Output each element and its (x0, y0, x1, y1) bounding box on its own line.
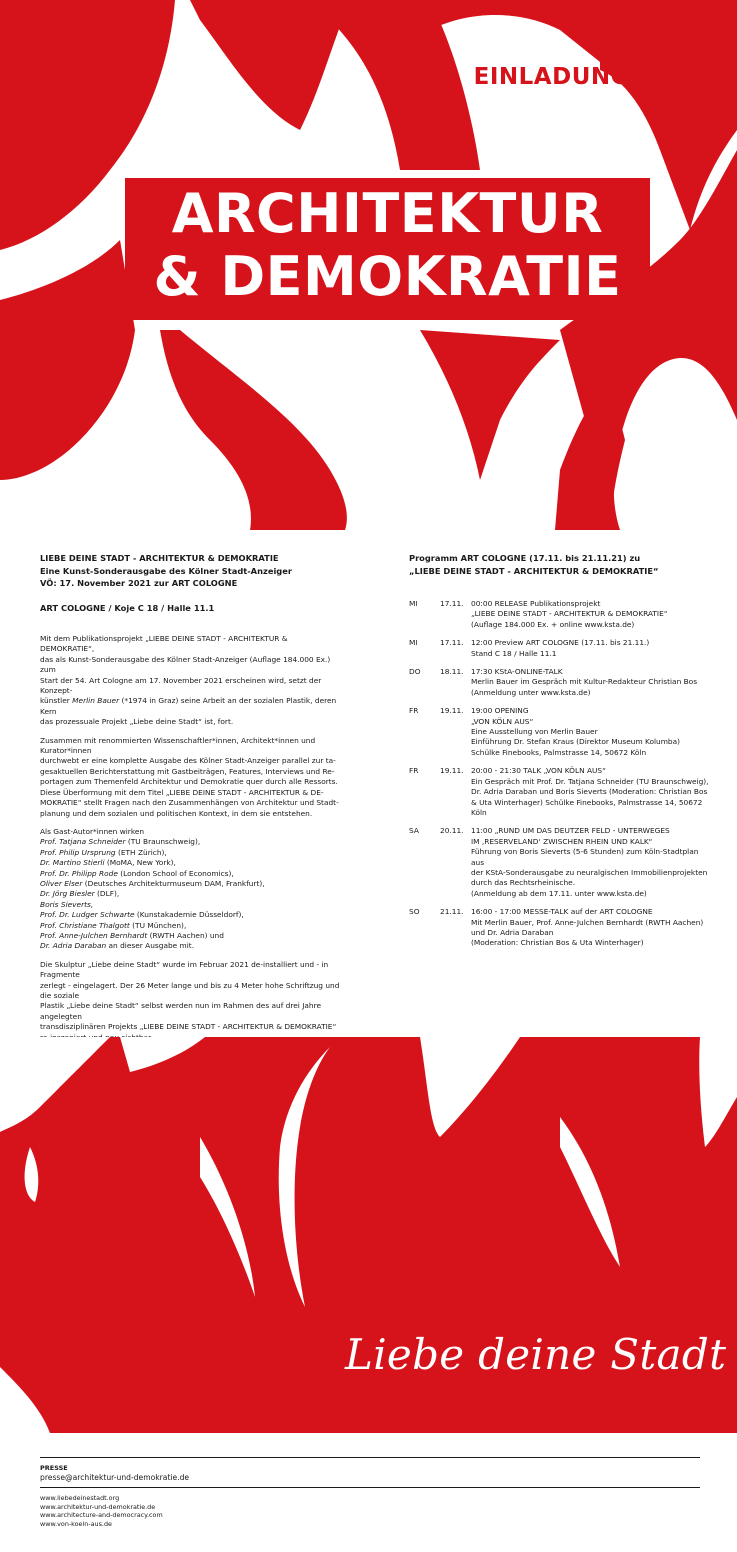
event-line: Eine Ausstellung von Merlin Bauer (471, 727, 598, 737)
event-day: MI (409, 638, 418, 648)
event-day: FR (409, 706, 419, 716)
author-name: Dr. Adria Daraban (40, 941, 107, 951)
author-item (40, 910, 340, 920)
event-line: 19:00 OPENING (471, 706, 529, 716)
event-line: der KStA-Sonderausgabe zu neuralgischen Immobilienprojekten (471, 867, 708, 877)
link-architecture-and-democracy[interactable]: www.architecture-and-democracy.com (40, 1511, 163, 1520)
event-details (471, 706, 709, 758)
link-von-koeln-aus[interactable]: www.von-koeln-aus.de (40, 1519, 112, 1528)
author-name: Prof. Dr. Philipp Rode (40, 868, 118, 878)
author-info: (TU Braunschweig), (125, 837, 201, 847)
left-column (40, 552, 340, 1101)
author-name: Prof. Christiane Thalgott (40, 920, 130, 930)
author-name: Dr. Martino Stierli (40, 858, 105, 868)
authors-list: Als Gast-Autor*innen wirken Prof. Tatjana Schneider (TU Braunschweig), Prof. Philip Ursprung (ETH Zürich), Dr. Martino Stierli (MoMA, New York), Prof. Dr. Philipp Rode (London School of Economics), Oliver Elser (Deutsches Architekturmuseum DAM, Frankfurt), Dr. Jörg Biesler (DLF), Boris Sieverts, Prof. Dr. Ludger Schwarte (Kunstakademie Düsseldorf), Prof. Christiane Thalgott (TU München), Prof. Anne-Julchen Bernhardt (RWTH Aachen) und Dr. Adria Daraban an dieser Ausgabe mit. (40, 827, 340, 952)
presse-label: PRESSE (40, 1464, 68, 1472)
event-date: 17.11. (440, 638, 464, 648)
event-day: SO (409, 907, 420, 917)
program-event (409, 907, 709, 949)
event-date: 18.11. (440, 667, 464, 677)
author-item (40, 889, 340, 899)
event-line: 20:00 - 21:30 TALK „VON KÖLN AUS“ (471, 766, 606, 776)
event-details (471, 638, 709, 659)
event-day: DO (409, 667, 421, 677)
event-line: Merlin Bauer im Gespräch mit Kultur-Redakteur Christian Bos (471, 677, 698, 687)
event-line: 12:00 Preview ART COLOGNE (17.11. bis 21.11.) (471, 638, 650, 648)
author-name: Prof. Dr. Ludger Schwarte (40, 910, 135, 920)
event-day: MI (409, 599, 418, 608)
author-name: Dr. Jörg Biesler (40, 889, 95, 899)
event-details (471, 667, 709, 698)
event-line: (Anmeldung unter www.ksta.de) (471, 687, 591, 697)
event-line: Mit Merlin Bauer, Prof. Anne-Julchen Bernhardt (RWTH Aachen) (471, 917, 704, 927)
event-line: „VON KÖLN AUS“ (471, 716, 534, 726)
link-liebedeinestadt[interactable]: www.liebedeinestadt.org (40, 1494, 120, 1502)
author-info: an dieser Ausgabe mit. (106, 941, 195, 951)
author-item (40, 869, 340, 879)
event-line: (Moderation: Christian Bos & Uta Winterhager) (471, 938, 644, 948)
event-date: 20.11. (440, 826, 464, 836)
author-info: (Deutsches Architekturmuseum DAM, Frankfurt), (82, 878, 265, 888)
presse-email-link[interactable]: presse@architektur-und-demokratie.de (40, 1473, 190, 1482)
event-line: Schülke Finebooks, Palmstrasse 14, 50672 Köln (471, 747, 647, 757)
booth-info: ART COLOGNE / Koje C 18 / Halle 11.1 (40, 602, 215, 613)
footer-rule-top (40, 1457, 700, 1458)
program-list (409, 599, 709, 949)
paragraph-sculpture: Die Skulptur „Liebe deine Stadt“ wurde im Februar 2021 de-installiert und - in Fragmente zerlegt - eingelagert. Der 26 Meter lange und bis zu 4 Meter hohe Schriftzug und die soziale Plastik „Liebe deine Stadt“ selbst werden nun im Rahmen des auf drei Jahre angelegten transdisziplinären Projekts „LIEBE DEINE STADT - ARCHITEKTUR & DEMOKRATIE“ (40, 959, 340, 1032)
author-name: Prof. Philip Ursprung (40, 847, 116, 857)
event-line: 16:00 - 17:00 MESSE-TALK auf der ART COLOGNE (471, 907, 653, 917)
event-line: & Uta Winterhager) Schülke Finebooks, Palmstrasse 14, 50672 Köln (471, 797, 703, 817)
signature-logo: Liebe deine Stadt (345, 1330, 727, 1379)
author-item (40, 837, 340, 847)
event-line: durch das Rechtsrheinische. (471, 878, 576, 888)
program-event (409, 706, 709, 758)
event-date: 19.11. (440, 706, 464, 716)
event-details (471, 826, 709, 899)
author-item (40, 858, 340, 868)
event-line: (Auflage 184.000 Ex. + online www.ksta.de) (471, 619, 635, 629)
author-info: (DLF), (94, 889, 120, 899)
event-details (471, 766, 709, 818)
title-box (125, 178, 650, 320)
author-item (40, 879, 340, 889)
program-event (409, 766, 709, 818)
program-event (409, 638, 709, 659)
event-details (471, 907, 709, 949)
event-date: 17.11. (440, 599, 464, 608)
right-column (409, 552, 709, 957)
authors (40, 837, 340, 951)
paragraph-collaboration: Zusammen mit renommierten Wissenschaftler*innen, Architekt*innen und Kurator*innen durchwebt er eine komplette Ausgabe des Kölner Stadt-Anzeiger parallel zur ta- gesaktuellen Berichterstattung mit Gastbeiträgen, Features, Interviews und Re- portagen zum Themenfeld Architektur und Demokratie quer durch alle Ressorts. Diese Überformung mit dem Titel „LIEBE DEINE STADT - ARCHITEKTUR & DE- MOKRATIE“ stellt Fragen nach den Zusammenhängen von Architektur und Stadt- planung und dem sozialen und politischen Kontext, in dem sie entstehen. (40, 735, 339, 818)
author-info: (MoMA, New York), (104, 858, 176, 868)
event-line: „LIEBE DEINE STADT - ARCHITEKTUR & DEMOKRATIE“ (471, 609, 668, 619)
paragraph-intro: Mit dem Publikationsprojekt „LIEBE DEINE STADT - ARCHITEKTUR & DEMOKRATIE“, das als Kunst-Sonderausgabe des Kölner Stadt-Anzeiger (Auflage 184.000 Ex.) zum Start der 54. Art Cologne am 17. November 2021 erscheinen wird, setzt der Konzept- künstler Merlin Bauer (*1974 in Graz) seine Arbeit an der sozialen Plastik, deren Kern das prozessuale Projekt „Liebe deine Stadt“ ist, fort. (40, 634, 337, 727)
author-info: (London School of Economics), (117, 868, 234, 878)
einladung-label: EINLADUNG (473, 64, 630, 90)
event-line: Einführung Dr. Stefan Kraus (Direktor Museum Kolumba) (471, 737, 681, 747)
event-day: SA (409, 826, 419, 836)
author-name: Prof. Tatjana Schneider (40, 837, 126, 847)
footer-rule-bottom (40, 1487, 700, 1488)
program-event (409, 667, 709, 698)
event-line: 00:00 RELEASE Publikationsprojekt (471, 599, 601, 608)
event-line: Dr. Adria Daraban und Boris Sieverts (Moderation: Christian Bos (471, 787, 708, 797)
event-line: IM ‚RESERVELAND‘ ZWISCHEN RHEIN UND KALK“ (471, 836, 653, 846)
event-line: und Dr. Adria Daraban (471, 927, 554, 937)
author-item (40, 931, 340, 941)
author-item (40, 900, 340, 910)
event-date: 21.11. (440, 907, 464, 917)
title-line-2: & DEMOKRATIE (153, 245, 622, 308)
program-header: Programm ART COLOGNE (17.11. bis 21.11.21) zu „LIEBE DEINE STADT - ARCHITEKTUR & DEMOKRATIE“ (409, 553, 659, 576)
event-line: Ein Gespräch mit Prof. Dr. Tatjana Schneider (TU Braunschweig), (471, 776, 709, 786)
author-info: (RWTH Aachen) und (147, 930, 224, 940)
program-event (409, 826, 709, 899)
author-name: Oliver Elser (40, 878, 83, 888)
left-header: LIEBE DEINE STADT - ARCHITEKTUR & DEMOKRATIE Eine Kunst-Sonderausgabe des Kölner Stadt-Anzeiger VÖ: 17. November 2021 zur ART COLOGNE (40, 553, 292, 588)
author-item (40, 848, 340, 858)
title-line-1: ARCHITEKTUR (171, 182, 604, 245)
author-info: (ETH Zürich), (115, 847, 167, 857)
event-details (471, 599, 709, 630)
event-line: 17:30 KStA-ONLINE-TALK (471, 667, 563, 677)
author-name: Boris Sieverts, (40, 899, 94, 909)
event-line: Stand C 18 / Halle 11.1 (471, 648, 557, 658)
author-info: (Kunstakademie Düsseldorf), (134, 910, 244, 920)
event-line: (Anmeldung ab dem 17.11. unter www.ksta.de) (471, 888, 647, 898)
author-info: (TU München), (129, 920, 187, 930)
program-event (409, 599, 709, 630)
author-name: Prof. Anne-Julchen Bernhardt (40, 930, 148, 940)
link-architektur-und-demokratie[interactable]: www.architektur-und-demokratie.de (40, 1502, 156, 1511)
author-item (40, 941, 340, 951)
event-day: FR (409, 766, 419, 776)
event-date: 19.11. (440, 766, 464, 776)
author-item (40, 921, 340, 931)
event-line: 11:00 „RUND UM DAS DEUTZER FELD - UNTERWEGES (471, 826, 670, 836)
event-line: Führung von Boris Sieverts (5-6 Stunden) zum Köln-Stadtplan aus (471, 847, 699, 867)
footer-links (40, 1494, 163, 1528)
hero-top (0, 0, 737, 530)
